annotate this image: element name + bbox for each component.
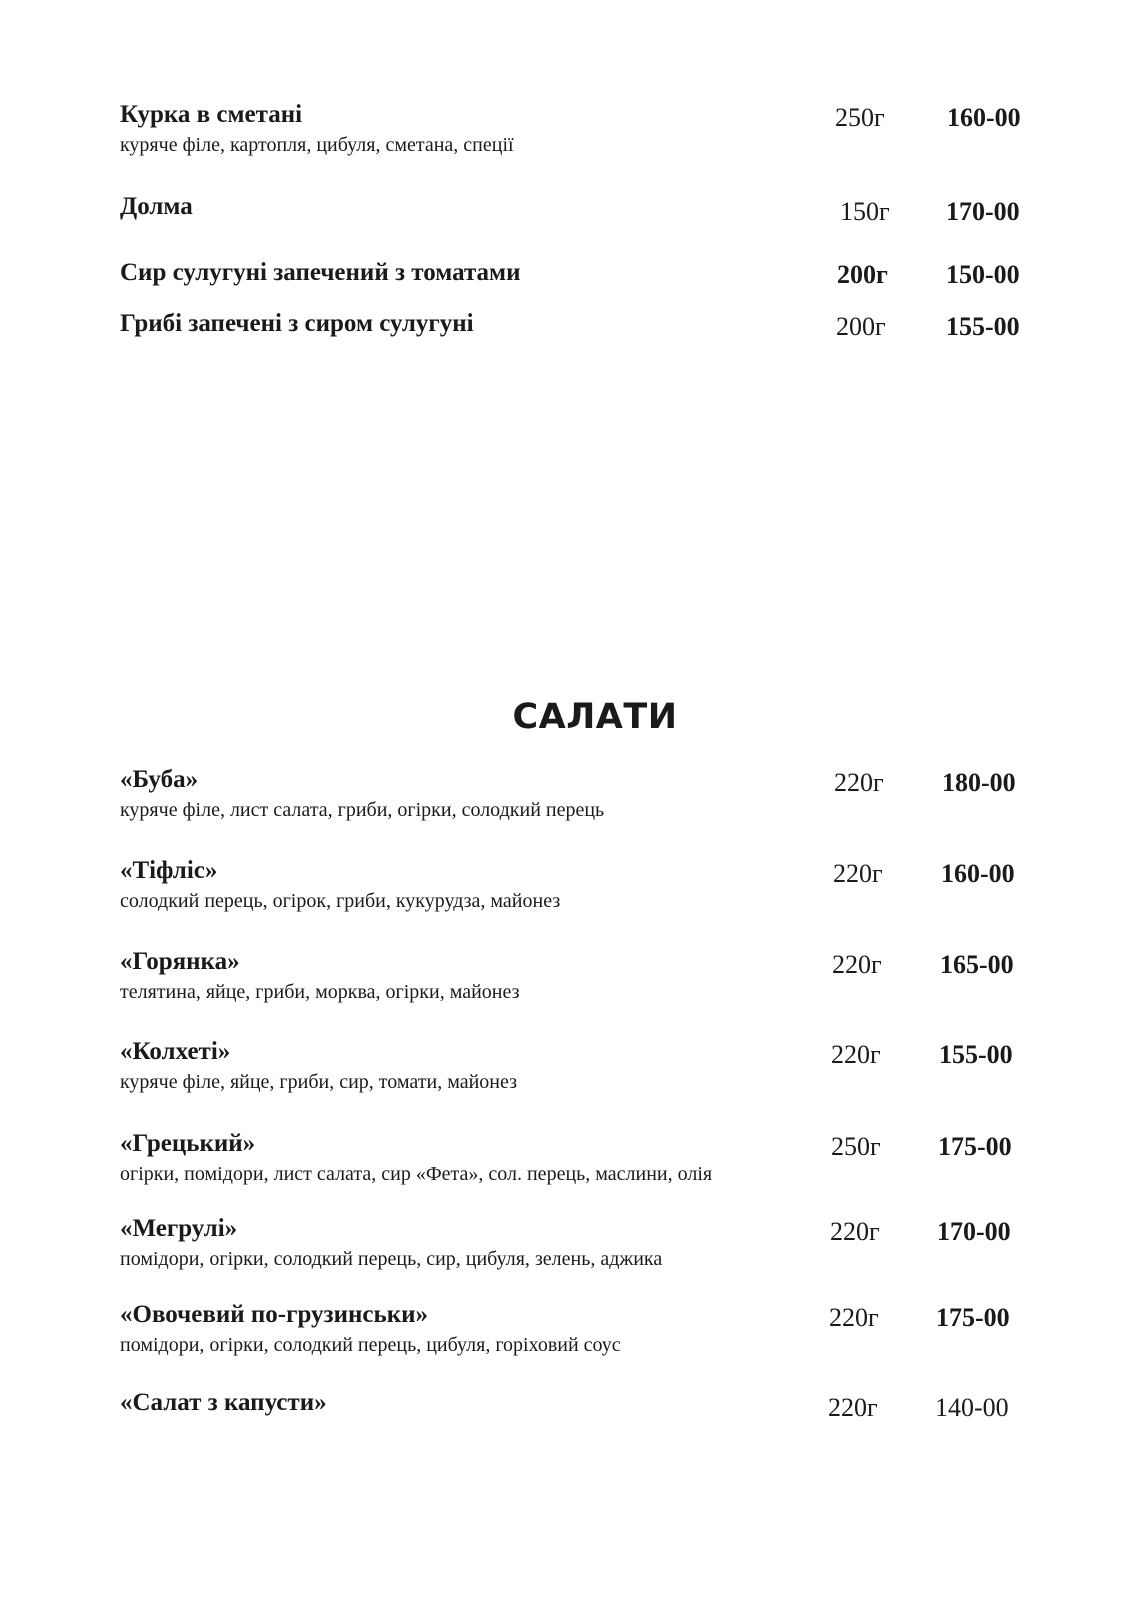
dish-weight: 220г xyxy=(829,1303,879,1332)
dish-price: 155-00 xyxy=(946,312,1020,341)
dish-name: «Салат з капусти» xyxy=(120,1389,327,1416)
dish-name: Долма xyxy=(120,193,193,220)
dish-weight: 200г xyxy=(837,260,888,289)
dish-description: куряче філе, лист салата, гриби, огірки, солодкий перець xyxy=(120,799,605,821)
dish-weight: 220г xyxy=(832,950,882,979)
dish-weight: 250г xyxy=(835,103,885,132)
section-title: САЛАТИ xyxy=(512,697,678,737)
dish-price: 175-00 xyxy=(938,1132,1012,1161)
dish-price: 175-00 xyxy=(936,1303,1010,1332)
dish-weight: 200г xyxy=(836,312,886,341)
dish-name: «Колхеті» xyxy=(120,1038,231,1065)
dish-weight: 220г xyxy=(828,1393,878,1422)
dish-weight: 220г xyxy=(831,1040,881,1069)
dish-price: 170-00 xyxy=(946,197,1020,226)
dish-weight: 220г xyxy=(830,1217,880,1246)
dish-price: 165-00 xyxy=(940,950,1014,979)
dish-name: «Грецький» xyxy=(120,1130,256,1157)
dish-name: «Тіфліс» xyxy=(120,857,218,884)
dish-description: куряче філе, яйце, гриби, сир, томати, майонез xyxy=(120,1071,518,1093)
dish-description: помідори, огірки, солодкий перець, сир, цибуля, зелень, аджика xyxy=(120,1248,663,1270)
dish-weight: 250г xyxy=(831,1132,881,1161)
dish-description: помідори, огірки, солодкий перець, цибуля, горіховий соус xyxy=(120,1334,621,1356)
dish-description: солодкий перець, огірок, гриби, кукурудза, майонез xyxy=(120,890,561,912)
dish-name: «Овочевий по-грузинськи» xyxy=(120,1301,429,1328)
dish-name: «Горянка» xyxy=(120,948,240,975)
dish-description: телятина, яйце, гриби, морква, огірки, майонез xyxy=(120,981,520,1003)
dish-weight: 150г xyxy=(840,197,890,226)
dish-price: 150-00 xyxy=(946,260,1020,289)
dish-price: 170-00 xyxy=(937,1217,1011,1246)
dish-weight: 220г xyxy=(833,859,883,888)
dish-description: куряче філе, картопля, цибуля, сметана, спеції xyxy=(120,134,514,156)
dish-price: 160-00 xyxy=(941,859,1015,888)
dish-price: 140-00 xyxy=(935,1393,1009,1422)
dish-price: 160-00 xyxy=(947,103,1021,132)
dish-name: Сир сулугуні запечений з томатами xyxy=(120,259,521,286)
dish-description: огірки, помідори, лист салата, сир «Фета», сол. перець, маслини, олія xyxy=(120,1163,713,1185)
dish-price: 180-00 xyxy=(942,768,1016,797)
dish-price: 155-00 xyxy=(939,1040,1013,1069)
dish-name: Грибі запечені з сиром сулугуні xyxy=(120,310,474,337)
dish-name: «Буба» xyxy=(120,766,199,793)
dish-name: «Мегрулі» xyxy=(120,1215,238,1242)
dish-weight: 220г xyxy=(834,768,884,797)
dish-name: Курка в сметані xyxy=(120,101,303,128)
